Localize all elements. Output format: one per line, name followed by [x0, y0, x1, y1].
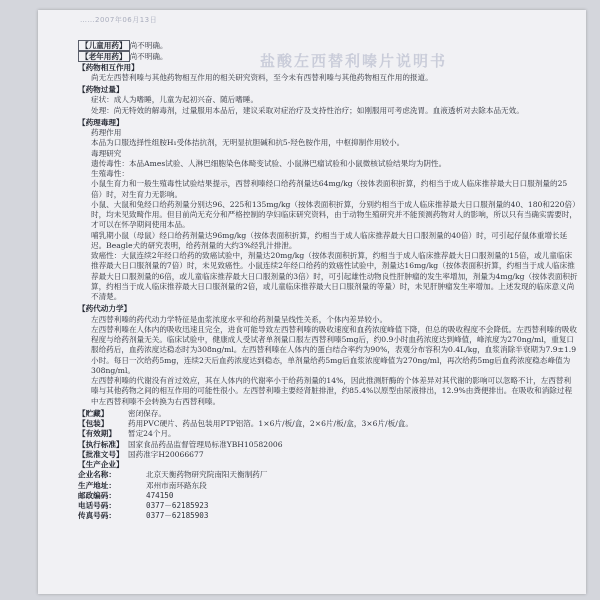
- field-value: 邓州市南环路东段: [146, 480, 207, 490]
- bleed-through-title: 盐酸左西替利嗪片说明书: [260, 52, 448, 70]
- genetic-toxicity: 遗传毒性：本品Ames试验、人淋巴细胞染色体畸变试验、小鼠淋巴瘤试验和小鼠微核试验结果均为阴性。: [91, 158, 447, 168]
- validity-text: 暂定24个月。: [128, 429, 176, 439]
- manufacturer-title: 【生产企业】: [78, 460, 124, 469]
- reproductive-toxicity-head: 生殖毒性：: [91, 169, 129, 178]
- toxicology-head: 毒理研究: [91, 148, 122, 158]
- overdose-symptoms: 症状：成人为嗜睡，儿童为起初兴奋、随后嗜睡。: [91, 95, 259, 105]
- approval-text: 国药准字H20066677: [128, 449, 204, 459]
- manufacturer-field: [78, 481, 578, 491]
- section-text: 尚不明确。: [129, 41, 168, 50]
- field-value: 0377－62185923: [146, 501, 209, 510]
- package-text: 药用PVC硬片、药品包装用PTP铝箔。1×6片/板/盒，2×6片/板/盒，3×6片/板/盒。: [128, 419, 413, 428]
- pharmacokinetics-para: 左西替利嗪的药代动力学特征是血浆浓度水平和给药剂量呈线性关系，个体内差异较小。: [91, 314, 388, 324]
- package-row: [78, 419, 578, 429]
- field-label: 电话号码：: [78, 501, 116, 510]
- interaction-text: 尚无左西替利嗪与其他药物相互作用的相关研究资料，至今未有西替利嗪与其他药物相互作用的报道。: [91, 72, 433, 82]
- overdose-title: 【药物过量】: [78, 85, 124, 94]
- section-title: 【老年用药】: [78, 51, 130, 62]
- overdose-treatment: 处理：尚无特效的解毒剂，过量服用本品后，建议采取对症治疗及支持性治疗；如刚服用可考虑洗胃。血液透析对去除本品无效。: [91, 105, 524, 115]
- field-label: 企业名称：: [78, 470, 116, 480]
- section-title: 【儿童用药】: [78, 40, 130, 51]
- faint-header-text: ……2007年06月13日: [80, 16, 158, 24]
- reproductive-toxicity-para: 小鼠生育力和一般生殖毒性试验结果提示，西替利嗪经口给药剂量达64mg/kg（按体表面积折算，约相当于成人临床推荐最大日口服剂量的25倍）时，对生育力无影响。: [91, 179, 568, 199]
- field-value: 0377－62185903: [146, 511, 209, 521]
- pharmacology-action-text: 本品为口服选择性组胺H₁受体拮抗剂，无明显抗胆碱和抗5-羟色胺作用，中枢抑制作用较小。: [91, 138, 405, 148]
- manufacturer-field: [78, 511, 578, 521]
- pharmacokinetics-title: 【药代动力学】: [78, 304, 132, 314]
- reproductive-toxicity-para: 哺乳期小鼠（母鼠）经口给药剂量达96mg/kg（按体表面积折算，约相当于成人临床推荐最大日口服剂量的40倍）时，可引起仔鼠体重增长延迟。Beagle犬的研究表明，给药剂量的大约3%经乳汁排泄。: [91, 230, 568, 250]
- pharmacokinetics-para: 左西替利嗪的代谢没有首过效应，其在人体内的代谢率小于给药剂量的14%，因此推测肝酶的个体差异对其代谢的影响可以忽略不计，左西替利嗪与其他药物之间的相互作用的可能性很小。左西替利嗪主要经肾脏排泄，约85.4%以原型由尿液排出，12.9%由粪便排出。在吸收和消除过程中左西替利嗪不会转换为右西替利嗪。: [91, 376, 573, 406]
- standard-text: 国家食品药品监督管理局标准YBH10582006: [128, 439, 283, 449]
- pharmacology-title: 【药理毒理】: [78, 117, 124, 127]
- field-label: 邮政编码：: [78, 490, 116, 500]
- standard-row: [78, 440, 578, 450]
- section-text: 尚不明确。: [129, 52, 168, 62]
- validity-row: [78, 429, 578, 439]
- standard-title: 【执行标准】: [78, 439, 124, 449]
- field-value: 北京天衡药物研究院南阳天衡制药厂: [146, 470, 268, 480]
- carcinogenicity-para: 致癌性：大鼠连续2年经口给药的致癌试验中，剂量达20mg/kg（按体表面积折算，约相当于成人临床推荐最大日口服剂量的15倍，或儿童临床推荐最大日口服剂量的7倍）时，未见致癌性。小鼠连续2年经口给药的致癌性试验中，剂量达16mg/kg（按体表面积折算，约相当于成人临床推荐最大日口服剂量的6倍，或儿童临床推荐最大日口服剂量的3倍）时，可引起雄性动物良性肝肿瘤的发生率增加，剂量为4mg/kg（按体表面积折算，约相当于成人临床推荐最大日口服剂量的2倍，或儿童临床推荐最大日口服剂量的等量）时，未见肝肿瘤发生率增加。上述发现的临床意义尚不清楚。: [91, 251, 578, 301]
- reproductive-toxicity-para: 小鼠、大鼠和兔经口给药剂量分别达96、225和135mg/kg（按体表面积折算，分别约相当于成人临床推荐最大日口服剂量的40、180和220倍）时，均未见致畸作用。但目前尚无充分和严格控制的孕妇临床研究资料，由于动物生殖研究并不能预测药物对人的影响，所以只有当确实需要时，才可以在怀孕期间使用本品。: [91, 199, 577, 230]
- leaflet-content: [78, 40, 578, 522]
- validity-title: 【有效期】: [78, 429, 116, 439]
- pharmacokinetics-para: 左西替利嗪在人体内的吸收迅速且完全，进食可能导致左西替利嗪的吸收速度和血药浓度峰值下降，但总的吸收程度不会降低。左西替利嗪的吸收程度与给药剂量无关。临床试验中，健康成人受试者单剂量口服左西替利嗪5mg后，约0.9小时血药浓度达到峰值，峰浓度为270ng/ml，重复口服给药后，血药浓度达稳态时为308ng/ml。左西替利嗪在人体内的蛋白结合率约为90%，表观分布容积为0.4L/kg，血浆消除半衰期为7.9±1.9小时。每日一次给药5mg，连续2天后血药浓度达到稳态，单剂量给药5mg后血浆浓度峰值为270ng/ml，再次给药5mg后血药浓度稳态峰值为308ng/ml。: [91, 324, 577, 375]
- field-label: 传真号码：: [78, 511, 116, 521]
- manufacturer-field: [78, 491, 578, 501]
- manufacturer-field: [78, 470, 578, 480]
- package-title: 【包装】: [78, 419, 109, 428]
- storage-text: 密闭保存。: [128, 408, 166, 418]
- interaction-title: 【药物相互作用】: [78, 62, 139, 72]
- approval-row: [78, 450, 578, 460]
- field-label: 生产地址：: [78, 480, 116, 490]
- pediatric-use: [78, 40, 578, 51]
- field-value: 474150: [146, 490, 174, 500]
- approval-title: 【批准文号】: [78, 449, 124, 459]
- leaflet-sheet: [38, 10, 586, 594]
- manufacturer-field: [78, 501, 578, 511]
- geriatric-use: [78, 51, 578, 62]
- storage-title: 【贮藏】: [78, 408, 109, 418]
- storage-row: [78, 409, 578, 419]
- pharmacology-action-head: 药理作用: [91, 128, 122, 137]
